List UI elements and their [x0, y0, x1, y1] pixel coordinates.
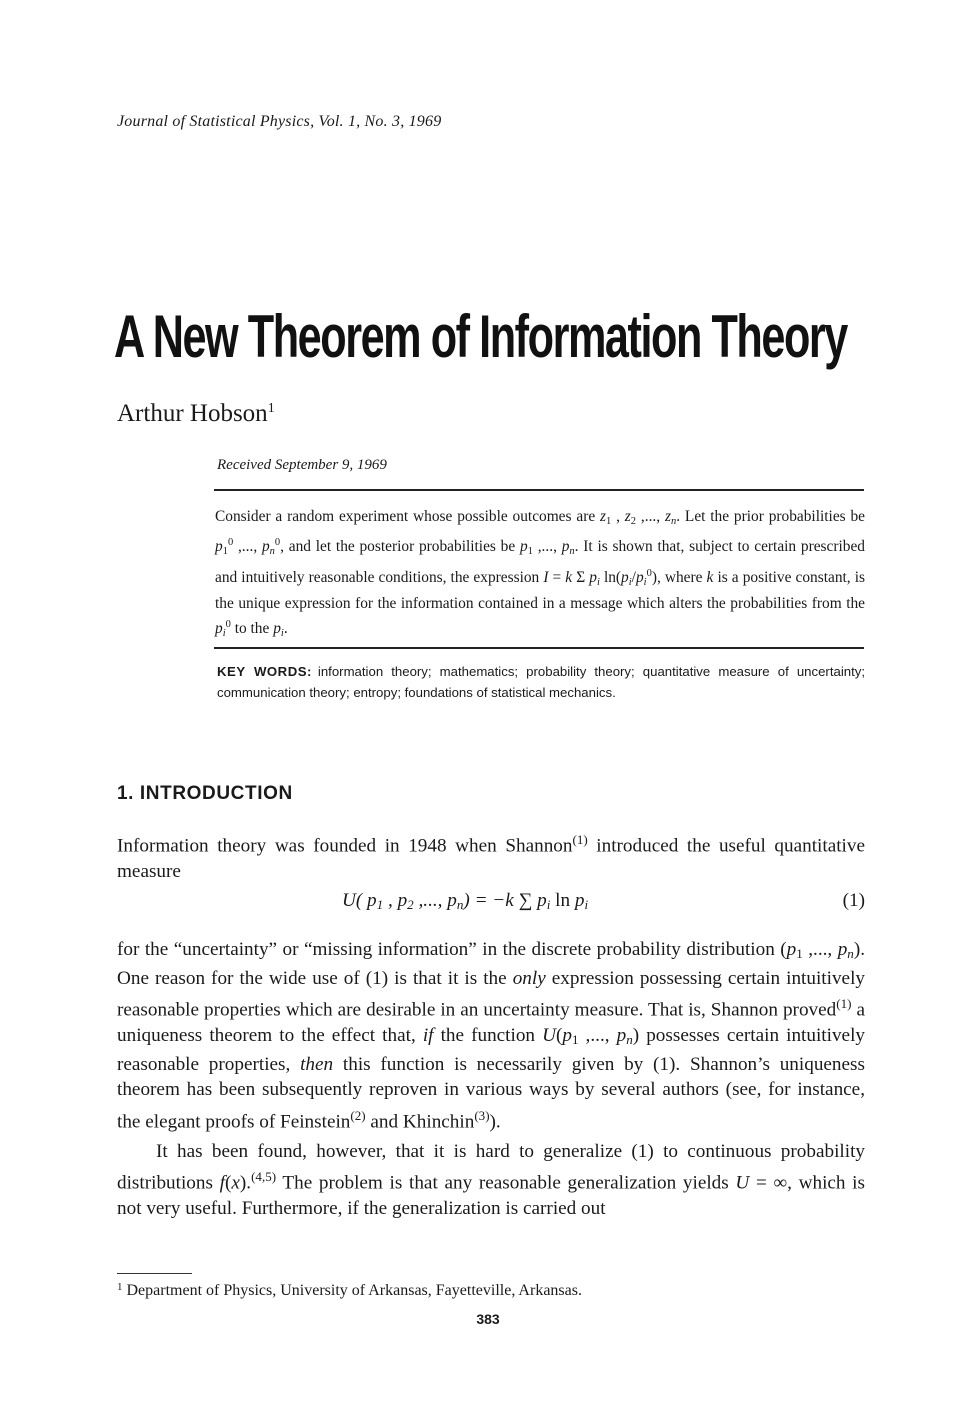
footnote-rule	[117, 1273, 192, 1274]
author-name: Arthur Hobson	[117, 400, 268, 427]
footnote-text: Department of Physics, University of Arkansas, Fayetteville, Arkansas.	[122, 1282, 582, 1299]
abstract-bottom-rule	[214, 647, 864, 649]
page-number: 383	[476, 1311, 500, 1327]
journal-citation: Journal of Statistical Physics, Vol. 1, No. 3, 1969	[117, 113, 442, 130]
author-footnote-mark: 1	[267, 401, 275, 416]
received-date: Received September 9, 1969	[217, 457, 387, 473]
keywords	[217, 661, 865, 703]
intro-paragraph-2: for the “uncertainty” or “missing information” in the discrete probability distribution ($p_1$ ,..., $p_n$). One reason for the wide use of (1) is that it is the only expression possessing certain intuitively reasonable properties which are desirable in an uncertainty measure. That is, Shannon proved$^{(1)}$ a uniqueness theorem to the effect that, if the function $U(p_1$ ,..., $p_n$) possesses certain intuitively reasonable properties, then this function is necessarily given by (1). Shannon’s uniqueness theorem has been subsequently reproven in various ways by several authors (see, for instance, the elegant proofs of Feinstein$^{(2)}$ and Khinchin$^{(3)}$).	[117, 939, 866, 1132]
footnote-mark: 1	[117, 1281, 123, 1293]
equation-number: (1)	[842, 890, 865, 911]
intro-paragraph-1: Information theory was founded in 1948 when Shannon$^{(1)}$ introduced the useful quantitative measure	[117, 832, 865, 882]
abstract-top-rule	[214, 489, 864, 491]
keywords-label: KEY WORDS:	[217, 664, 312, 679]
equation-1	[117, 890, 865, 918]
intro-paragraph-3: It has been found, however, that it is hard to generalize (1) to continuous probability distributions f(x).$^{(4,5)}$ The problem is that any reasonable generalization yields U = ∞, which is not very useful. Furthermore, if the generalization is carried out	[117, 1141, 865, 1219]
abstract: Consider a random experiment whose possible outcomes are $z_1$ , $z_2$ ,..., $z_n$. Let the prior probabilities be $p_1^0$ ,..., $p_n^0$, and let the posterior probabilities be $p_1$ ,..., $p_n$. It is shown that, subject to certain prescribed and intuitively reasonable conditions, the expression I = k Σ $p_i$ $\ln(p_i/p_i^0)$, where k is a positive constant, is the unique expression for the information contained in a message which alters the probabilities from the $p_i^0$ to the $p_i$.	[215, 508, 866, 640]
keywords-text: information theory; mathematics; probability theory; quantitative measure of uncertainty; communication theory; entropy; foundations of statistical mechanics.	[217, 664, 866, 700]
article-title: A New Theorem of Information Theory	[114, 303, 847, 370]
section-heading: 1. INTRODUCTION	[117, 783, 293, 804]
author-line	[117, 400, 275, 428]
citation-ref: (1)	[572, 832, 588, 847]
equation-expression: U( $p_1$ , $p_2$ ,..., $p_n) = -k$ ∑ $p_i$ $\ln p_i$	[342, 890, 589, 912]
footnote	[117, 1281, 582, 1300]
